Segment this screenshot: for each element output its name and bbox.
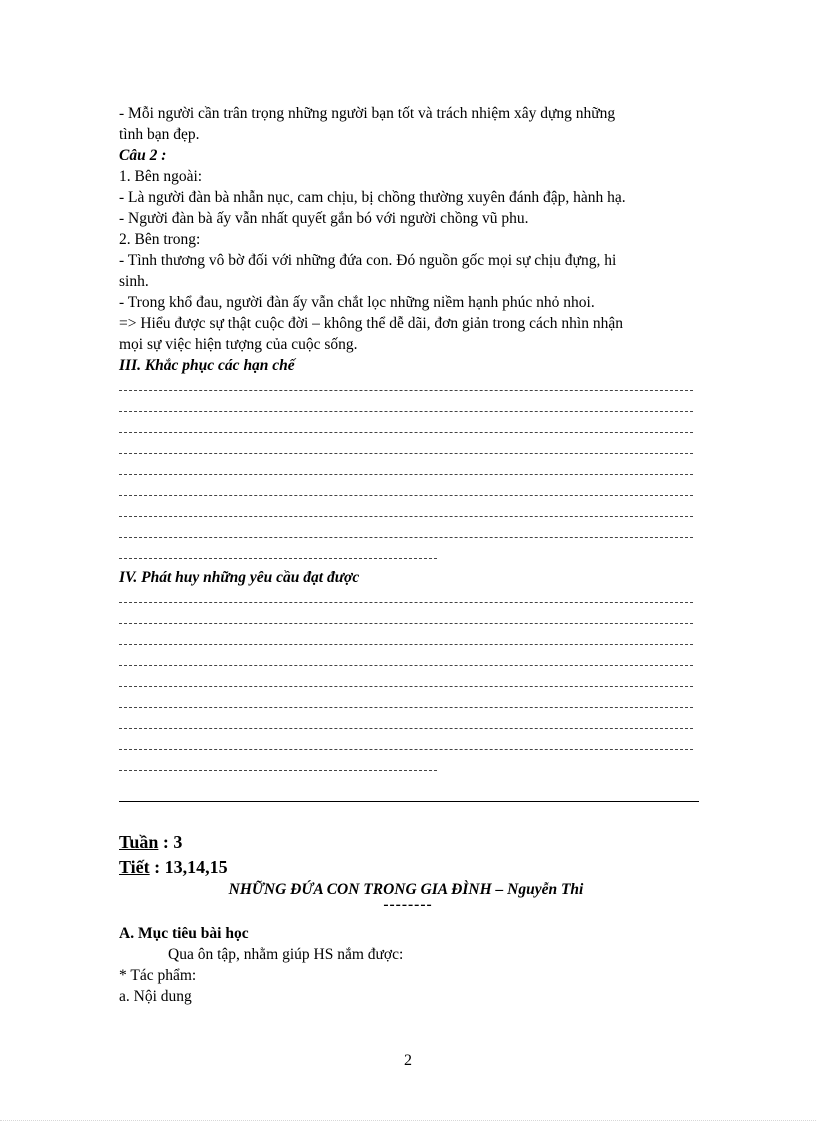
answer-line bbox=[119, 735, 693, 756]
answer-line bbox=[119, 609, 693, 630]
paragraph-line: - Trong khổ đau, người đàn ấy vẫn chắt lọc những niềm hạnh phúc nhỏ nhoi. bbox=[119, 294, 595, 311]
week-heading bbox=[119, 830, 182, 854]
works-label: * Tác phẩm: bbox=[119, 967, 197, 984]
period-value: : 13,14,15 bbox=[149, 857, 228, 877]
paragraph-line: - Mỗi người cần trân trọng những người bạn tốt và trách nhiệm xây dựng những bbox=[119, 105, 616, 122]
paragraph-line: 1. Bên ngoài: bbox=[119, 168, 203, 185]
answer-line bbox=[119, 588, 693, 609]
period-label: Tiết bbox=[119, 857, 150, 877]
answer-line bbox=[119, 481, 693, 502]
title-separator: -------- bbox=[383, 896, 433, 913]
content-label: a. Nội dung bbox=[119, 988, 192, 1005]
answer-line bbox=[119, 376, 693, 397]
paragraph-line: - Tình thương vô bờ đối với những đứa con. Đó nguồn gốc mọi sự chịu đựng, hi bbox=[119, 252, 617, 269]
page-bottom-edge bbox=[0, 1120, 816, 1121]
paragraph-line: => Hiểu được sự thật cuộc đời – không thể dễ dãi, đơn giản trong cách nhìn nhận bbox=[119, 315, 623, 332]
answer-line-short bbox=[119, 544, 437, 565]
paragraph-line: mọi sự việc hiện tượng của cuộc sống. bbox=[119, 336, 358, 353]
answer-line bbox=[119, 460, 693, 481]
paragraph-line: 2. Bên trong: bbox=[119, 231, 201, 248]
answer-line bbox=[119, 397, 693, 418]
section-a bbox=[119, 923, 693, 1007]
week-value: : 3 bbox=[158, 832, 183, 852]
answer-line bbox=[119, 651, 693, 672]
answer-line bbox=[119, 502, 693, 523]
period-heading bbox=[119, 855, 228, 879]
document-body bbox=[119, 103, 693, 777]
section-a-heading: A. Mục tiêu bài học bbox=[119, 925, 249, 942]
answer-line bbox=[119, 418, 693, 439]
answer-line bbox=[119, 672, 693, 693]
page-number: 2 bbox=[404, 1052, 412, 1069]
section-3-heading: III. Khắc phục các hạn chế bbox=[119, 357, 295, 374]
answer-line bbox=[119, 630, 693, 651]
lesson-title: NHỮNG ĐỨA CON TRONG GIA ĐÌNH – Nguyễn Thi bbox=[228, 881, 584, 898]
answer-line-short bbox=[119, 756, 437, 777]
answer-line bbox=[119, 439, 693, 460]
paragraph-line: sinh. bbox=[119, 273, 149, 290]
section-4-heading: IV. Phát huy những yêu cầu đạt được bbox=[119, 569, 360, 586]
paragraph-line: - Là người đàn bà nhẫn nục, cam chịu, bị chồng thường xuyên đánh đập, hành hạ. bbox=[119, 189, 626, 206]
section-divider bbox=[119, 801, 699, 802]
answer-line bbox=[119, 714, 693, 735]
question-2-heading: Câu 2 : bbox=[119, 147, 167, 164]
answer-line bbox=[119, 523, 693, 544]
paragraph-line: tình bạn đẹp. bbox=[119, 126, 200, 143]
week-label: Tuần bbox=[119, 832, 159, 852]
paragraph-line: - Người đàn bà ấy vẫn nhất quyết gắn bó với người chồng vũ phu. bbox=[119, 210, 529, 227]
answer-line bbox=[119, 693, 693, 714]
section-a-intro: Qua ôn tập, nhằm giúp HS nắm được: bbox=[168, 946, 404, 963]
